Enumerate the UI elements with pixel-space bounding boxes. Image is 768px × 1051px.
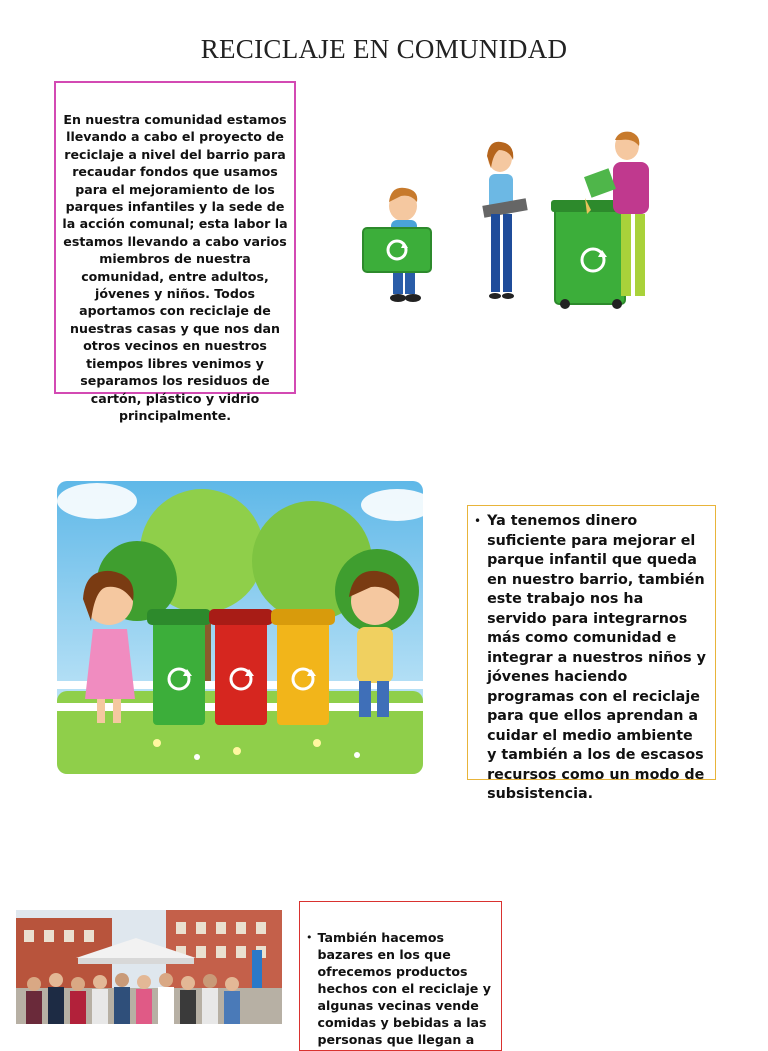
woman-figure [482,142,527,299]
bullet-item [306,929,493,1048]
park-text-box [467,505,716,802]
intro-text-box [54,81,296,423]
green-bin [147,609,211,725]
bullet-glyph: • [306,931,313,944]
bullet-glyph: • [474,514,482,528]
bazaar-text-box [299,901,502,1051]
red-bin [209,609,273,725]
bullet-item [474,512,707,805]
intro-paragraph: En nuestra comunidad estamos llevando a cabo el proyecto de reciclaje a nivel del barrio para recaudar fondos que usamos para el mejoramiento de los parques infantiles y la sede de la acción comunal; esta labor la estamos llevando a cabo varios miembros de nuestra comunidad, entre adultos, jóvenes y niños. Todos aportamos con reciclaje de nuestras casas y que nos dan otros vecinos en nuestros tiempos libres venimos y separamos los residuos de cartón, plástico y vidrio principalmente. [62,112,288,423]
kids-recycling-bins-illustration [57,481,423,774]
man-with-bin-figure [551,132,649,309]
page-title: RECICLAJE EN COMUNIDAD [200,34,568,64]
yellow-bin [271,609,335,725]
bazaar-paragraph: También hacemos bazares en los que ofrecemos productos hechos con el reciclaje y algunas vecinas vende comidas y bebidas a las personas que llegan a [317,930,491,1047]
boy-figure [363,188,431,302]
park-paragraph: Ya tenemos dinero suficiente para mejorar el parque infantil que queda en nuestro barrio, también este trabajo nos ha servido para integrarnos más como comunidad e integrar a nuestros niños y jóvenes haciendo programas con el reciclaje para que ellos aprendan a cuidar el medio ambiente y también a los de escasos recursos como un modo de subsistencia. [487,513,706,802]
family-recycling-illustration [355,128,660,310]
community-bazaar-photo [16,910,282,1024]
